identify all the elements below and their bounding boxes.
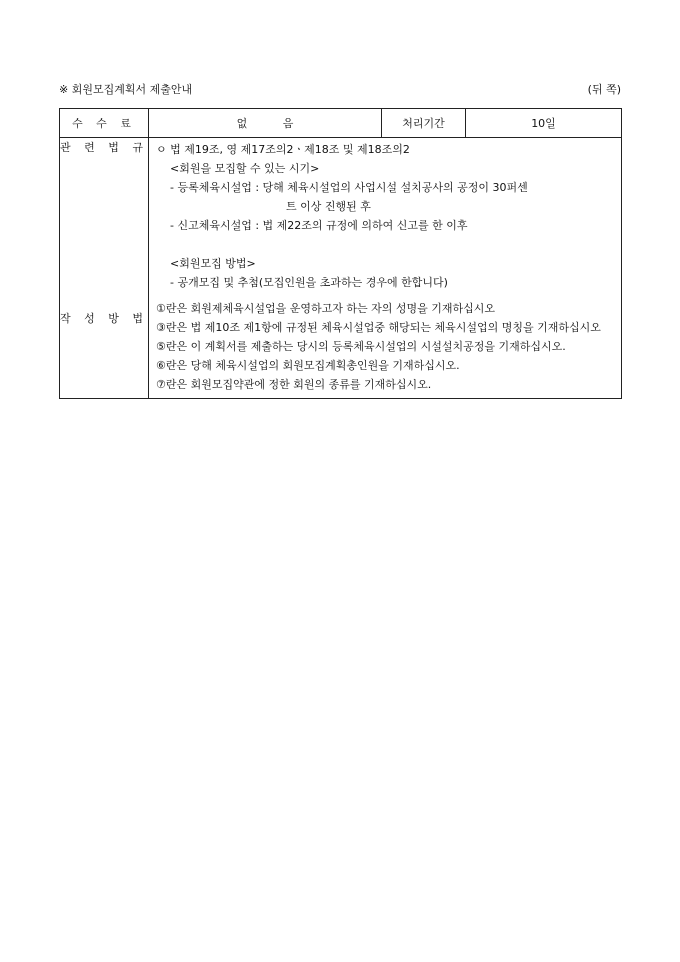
processing-period-label: 처리기간	[382, 109, 466, 138]
body-content-cell	[149, 138, 622, 399]
method-item: ①란은 회원제체육시설업을 운영하고자 하는 자의 성명을 기재하십시오	[156, 302, 495, 315]
processing-period-value: 10일	[466, 109, 622, 138]
notice-title: ※ 회원모집계획서 제출안내	[59, 83, 193, 96]
law-line: <회원모집 방법>	[170, 257, 256, 270]
fee-label: 수 수 료	[60, 109, 149, 138]
law-label: 관 련 법 규	[60, 141, 148, 154]
law-line: 트 이상 진행된 후	[286, 200, 371, 213]
page-side-label: (뒤 쪽)	[587, 83, 621, 96]
fee-row	[60, 109, 622, 138]
body-label-cell	[60, 138, 149, 399]
law-line: <회원을 모집할 수 있는 시기>	[170, 162, 320, 175]
submission-guide-table	[59, 108, 622, 399]
method-item: ⑤란은 이 계획서를 제출하는 당시의 등록체육시설업의 시설설치공정을 기재하십시오.	[156, 340, 566, 353]
notice-header	[59, 81, 621, 97]
law-line: - 공개모집 및 추첨(모집인원을 초과하는 경우에 한합니다)	[170, 276, 448, 289]
law-line: - 신고체육시설업 : 법 제22조의 규정에 의하여 신고를 한 이후	[170, 219, 468, 232]
law-line: ㅇ 법 제19조, 영 제17조의2ㆍ제18조 및 제18조의2	[156, 143, 410, 156]
body-row	[60, 138, 622, 399]
method-label: 작 성 방 법	[60, 312, 148, 325]
method-item: ⑦란은 회원모집약관에 정한 회원의 종류를 기재하십시오.	[156, 378, 432, 391]
method-item: ⑥란은 당해 체육시설업의 회원모집계획총인원을 기재하십시오.	[156, 359, 460, 372]
law-line: - 등록체육시설업 : 당해 체육시설업의 사업시설 설치공사의 공정이 30퍼센	[170, 181, 528, 194]
fee-value: 없 음	[149, 109, 382, 138]
method-item: ③란은 법 제10조 제1항에 규정된 체육시설업중 해당되는 체육시설업의 명칭을 기재하십시오	[156, 321, 601, 334]
